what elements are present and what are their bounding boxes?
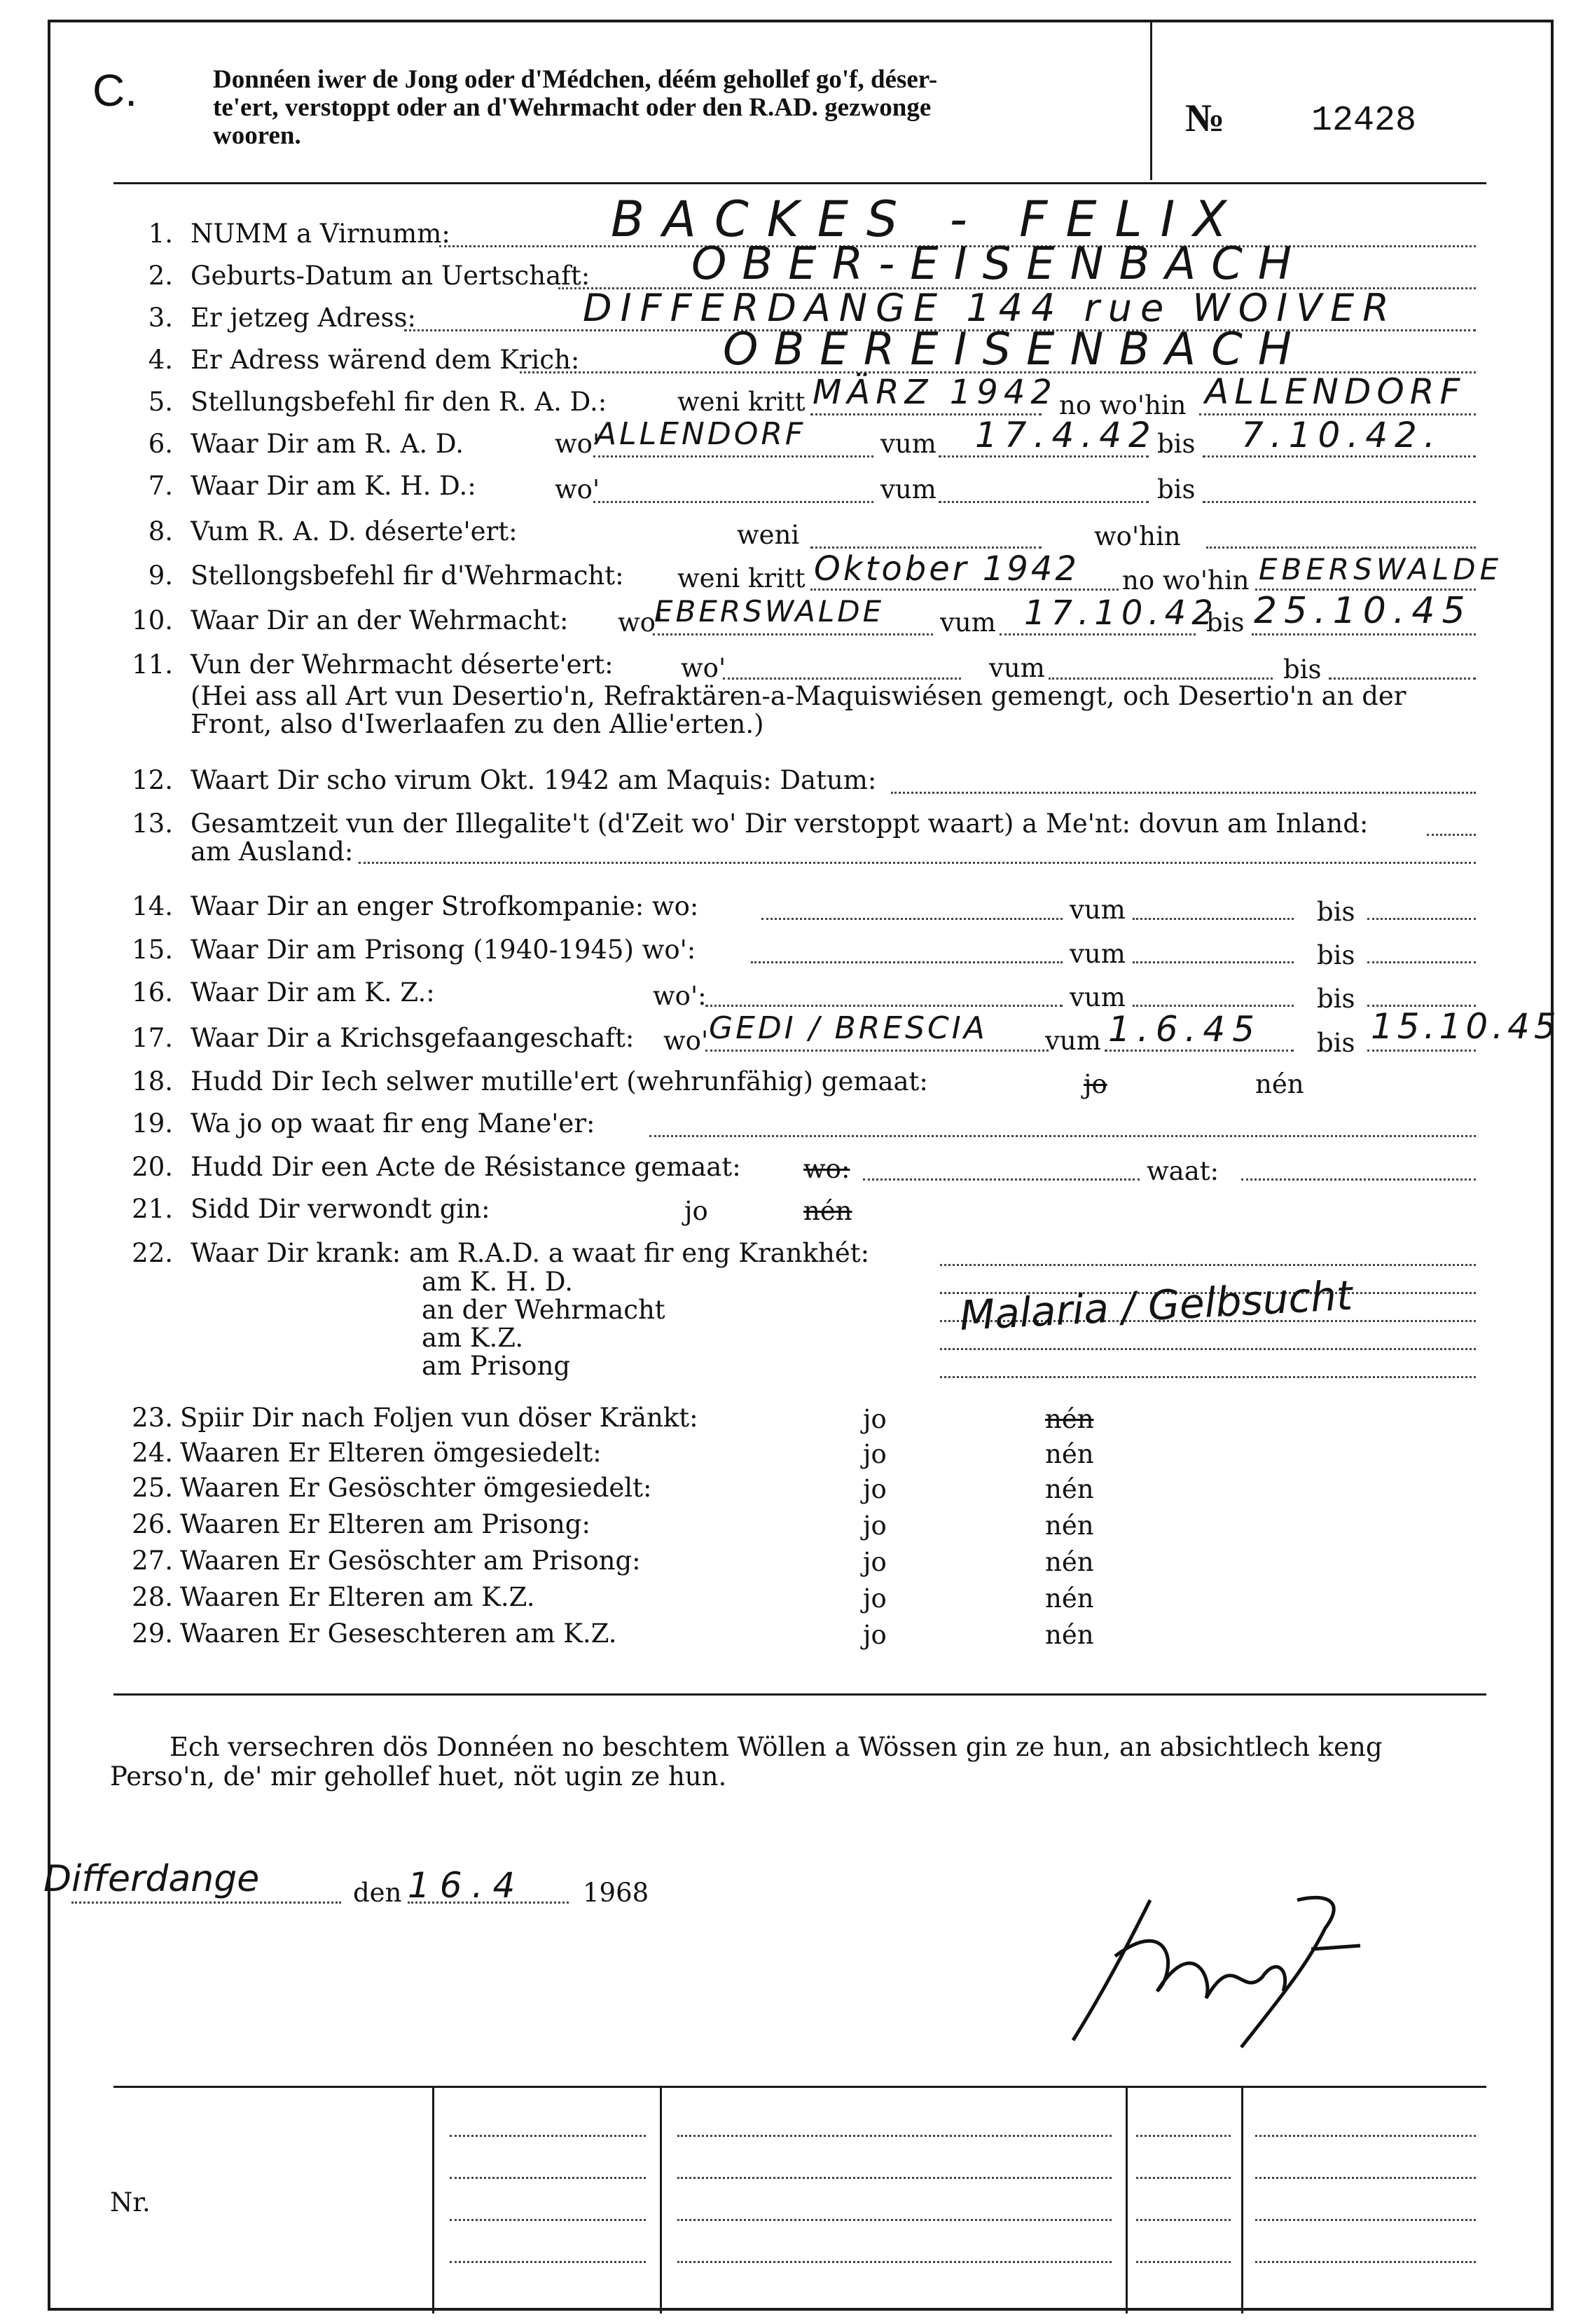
ill-sub-kz: am K.Z. bbox=[422, 1323, 524, 1353]
declaration-line-2: Perso'n, de' mir gehollef huet, nöt ugin ze hun. bbox=[110, 1761, 727, 1792]
input-line bbox=[450, 2135, 646, 2137]
field-label: Waar Dir an der Wehrmacht: bbox=[191, 605, 569, 635]
footer-col-divider bbox=[1241, 2086, 1243, 2313]
signature-date: 16.4 bbox=[408, 1865, 525, 1906]
field-label-2: am Ausland: bbox=[191, 837, 354, 867]
input-line bbox=[450, 2261, 646, 2263]
input-line bbox=[359, 862, 1476, 864]
field-num: 27. bbox=[132, 1546, 173, 1576]
field-label: Waar Dir an enger Strofkompanie: wo: bbox=[191, 891, 699, 921]
wm-place-value: EBERSWALDE bbox=[654, 594, 885, 628]
input-line bbox=[1427, 834, 1476, 836]
field-num: 28. bbox=[132, 1582, 173, 1612]
vum-label: vum bbox=[989, 653, 1045, 683]
input-line bbox=[1252, 633, 1476, 635]
field-label: Waar Dir am K. H. D.: bbox=[191, 471, 476, 501]
input-line bbox=[1203, 455, 1476, 458]
wo-label: wo' bbox=[663, 1026, 709, 1056]
input-line bbox=[939, 455, 1149, 458]
field-label: Gesamtzeit vun der Illegalite't (d'Zeit wo' Dir verstoppt waart) a Me'nt: dovun am Inland: bbox=[191, 809, 1369, 839]
field-label: Waar Dir am K. Z.: bbox=[191, 977, 435, 1008]
input-line bbox=[1049, 678, 1273, 680]
bis-label: bis bbox=[1206, 607, 1245, 638]
bis-label: bis bbox=[1283, 654, 1322, 685]
nen-option: nén bbox=[1045, 1511, 1094, 1541]
input-line bbox=[1136, 2261, 1231, 2263]
field-label: Waaren Er Elteren am K.Z. bbox=[180, 1582, 535, 1612]
bis-label: bis bbox=[1317, 984, 1355, 1014]
input-line bbox=[653, 633, 933, 635]
number-label: № bbox=[1185, 97, 1225, 140]
rad-dest-value: ALLENDORF bbox=[1205, 371, 1466, 412]
jo-option: jo bbox=[863, 1474, 887, 1504]
jo-option: jo bbox=[1084, 1069, 1107, 1099]
address-value: DIFFERDANGE 144 rue WOIVER bbox=[583, 286, 1397, 330]
field-label: Hudd Dir Iech selwer mutille'ert (wehrunfähig) gemaat: bbox=[191, 1066, 928, 1096]
wohin-label: no wo'hin bbox=[1059, 390, 1187, 420]
field-label: Spiir Dir nach Foljen vun döser Kränkt: bbox=[180, 1403, 698, 1433]
input-line bbox=[1206, 546, 1476, 549]
footer-rule bbox=[113, 2086, 1486, 2088]
footer-col-divider bbox=[660, 2086, 662, 2313]
field-num: 3. bbox=[148, 303, 173, 333]
illness-value: Malaria / Gelbsucht bbox=[958, 1271, 1354, 1340]
jo-option: jo bbox=[863, 1547, 887, 1577]
field-num: 21. bbox=[132, 1194, 173, 1224]
field-label: Waaren Er Gesöschter ömgesiedelt: bbox=[180, 1473, 652, 1503]
wm-date-value: Oktober 1942 bbox=[814, 549, 1079, 589]
field-label: NUMM a Virnumm: bbox=[191, 219, 450, 249]
header-title-line-2: te'ert, verstoppt oder an d'Wehrmacht oder den R.AD. gezwonge bbox=[213, 93, 932, 122]
vum-label: vum bbox=[880, 429, 936, 459]
field-num: 23. bbox=[132, 1403, 173, 1433]
vum-label: vum bbox=[1045, 1026, 1101, 1056]
rad-place-value: ALLENDORF bbox=[595, 416, 806, 452]
bis-label: bis bbox=[1317, 897, 1355, 927]
input-line bbox=[1133, 961, 1294, 963]
pow-to-value: 15.10.45 bbox=[1371, 1006, 1561, 1047]
input-line bbox=[1241, 1178, 1476, 1181]
input-line bbox=[1136, 2135, 1231, 2137]
weni-label: weni bbox=[737, 520, 800, 550]
wm-from-value: 17.10.42 bbox=[1024, 593, 1219, 633]
field-num: 8. bbox=[148, 516, 173, 546]
field-label: Waaren Er Geseschteren am K.Z. bbox=[180, 1618, 617, 1649]
footer-col-divider bbox=[1126, 2086, 1128, 2313]
input-line bbox=[761, 918, 1063, 920]
bis-label: bis bbox=[1157, 474, 1196, 504]
input-line bbox=[649, 1135, 1476, 1137]
field-label: Waaren Er Elteren am Prisong: bbox=[180, 1509, 590, 1539]
birth-value: OBER-EISENBACH bbox=[691, 238, 1308, 290]
field-num: 13. bbox=[132, 809, 173, 839]
nen-option: nén bbox=[803, 1196, 852, 1226]
name-value: BACKES - FELIX bbox=[611, 191, 1245, 248]
input-line bbox=[450, 2177, 646, 2179]
field-num: 6. bbox=[148, 429, 173, 459]
input-line bbox=[751, 961, 1063, 963]
field-label: Geburts-Datum an Uertschaft: bbox=[191, 261, 590, 291]
input-line bbox=[940, 1348, 1476, 1350]
input-line bbox=[1133, 1005, 1294, 1007]
input-line bbox=[1105, 1050, 1294, 1052]
nen-option: nén bbox=[1045, 1474, 1094, 1504]
header-divider bbox=[1150, 22, 1152, 180]
field-label: Vun der Wehrmacht déserte'ert: bbox=[191, 649, 614, 680]
form-page bbox=[43, 20, 1561, 2311]
field-num: 14. bbox=[132, 891, 173, 921]
field-label: Er jetzeg Adress: bbox=[191, 303, 416, 333]
input-line bbox=[891, 792, 1476, 794]
jo-option: jo bbox=[863, 1404, 887, 1434]
bis-label: bis bbox=[1317, 940, 1355, 970]
field-num: 10. bbox=[132, 605, 173, 635]
vum-label: vum bbox=[1070, 895, 1126, 925]
input-line bbox=[677, 2219, 1112, 2221]
war-address-value: OBEREISENBACH bbox=[723, 324, 1307, 376]
field-num: 2. bbox=[148, 261, 173, 291]
input-line bbox=[863, 1178, 1140, 1181]
vum-label: vum bbox=[1070, 982, 1126, 1012]
jo-option: jo bbox=[863, 1620, 887, 1650]
input-line bbox=[940, 1264, 1476, 1266]
jo-option: jo bbox=[863, 1439, 887, 1469]
input-line bbox=[810, 546, 1042, 549]
input-line bbox=[1255, 2261, 1476, 2263]
input-line bbox=[593, 455, 873, 458]
section-letter: C. bbox=[92, 65, 137, 116]
field-num: 4. bbox=[148, 345, 173, 375]
field-label: Waaren Er Gesöschter am Prisong: bbox=[180, 1546, 641, 1576]
input-line bbox=[408, 1902, 569, 1904]
field-num: 16. bbox=[132, 977, 173, 1008]
input-line bbox=[677, 2177, 1112, 2179]
nen-option: nén bbox=[1045, 1620, 1094, 1650]
field-label: Waar Dir krank: am R.A.D. a waat fir eng Krankhét: bbox=[191, 1238, 870, 1268]
field-label: Stellungsbefehl fir den R. A. D.: bbox=[191, 387, 607, 417]
field-num: 17. bbox=[132, 1023, 173, 1053]
input-line bbox=[939, 501, 1149, 503]
input-line bbox=[1136, 2219, 1231, 2221]
input-line bbox=[705, 1005, 1063, 1007]
field-num: 7. bbox=[148, 471, 173, 501]
field-label: Stellongsbefehl fir d'Wehrmacht: bbox=[191, 561, 624, 591]
input-line bbox=[71, 1902, 341, 1904]
input-line bbox=[1367, 961, 1476, 963]
field-label: Hudd Dir een Acte de Résistance gemaat: bbox=[191, 1152, 741, 1182]
nen-option: nén bbox=[1045, 1547, 1094, 1577]
field-num: 22. bbox=[132, 1238, 173, 1268]
field-label: Er Adress wärend dem Krich: bbox=[191, 345, 580, 375]
field-num: 5. bbox=[148, 387, 173, 417]
section-rule bbox=[113, 1693, 1486, 1696]
field-num: 11. bbox=[132, 649, 173, 680]
wo-label: wo' bbox=[555, 474, 600, 504]
bis-label: bis bbox=[1157, 429, 1196, 459]
jo-option: jo bbox=[684, 1196, 708, 1226]
field-num: 19. bbox=[132, 1108, 173, 1139]
ill-sub-wehrmacht: an der Wehrmacht bbox=[422, 1295, 665, 1325]
nen-option: nén bbox=[1255, 1069, 1304, 1099]
field-num: 25. bbox=[132, 1473, 173, 1503]
nen-option: nén bbox=[1045, 1439, 1094, 1469]
input-line bbox=[1255, 2177, 1476, 2179]
field-num: 12. bbox=[132, 765, 173, 795]
field-label: Waar Dir am Prisong (1940-1945) wo': bbox=[191, 935, 696, 965]
field-num: 26. bbox=[132, 1509, 173, 1539]
wo-label: wo' bbox=[555, 429, 600, 459]
field-label: Vum R. A. D. déserte'ert: bbox=[191, 516, 518, 546]
field-num: 18. bbox=[132, 1066, 173, 1096]
nen-option: nén bbox=[1045, 1404, 1094, 1434]
field-num: 24. bbox=[132, 1438, 173, 1468]
header-rule bbox=[113, 182, 1486, 184]
input-line bbox=[1000, 633, 1196, 635]
field-num: 9. bbox=[148, 561, 173, 591]
nr-label: Nr. bbox=[110, 2187, 151, 2218]
input-line bbox=[940, 1376, 1476, 1378]
jo-option: jo bbox=[863, 1583, 887, 1614]
input-line bbox=[677, 2261, 1112, 2263]
field-label: Waart Dir scho virum Okt. 1942 am Maquis: Datum: bbox=[191, 765, 877, 795]
wo-label: wo' bbox=[681, 653, 726, 683]
desertion-note-2: Front, also d'Iwerlaafen zu den Allie'erten.) bbox=[191, 709, 764, 739]
vum-label: vum bbox=[940, 607, 996, 638]
ill-sub-khd: am K. H. D. bbox=[422, 1267, 573, 1297]
signature-scribble bbox=[1031, 1872, 1395, 2054]
signature-year: 1968 bbox=[583, 1878, 649, 1908]
input-line bbox=[723, 678, 961, 680]
weni-label: weni kritt bbox=[677, 387, 806, 417]
field-num: 1. bbox=[148, 219, 173, 249]
nen-option: nén bbox=[1045, 1583, 1094, 1614]
jo-option: jo bbox=[863, 1511, 887, 1541]
field-label: Sidd Dir verwondt gin: bbox=[191, 1194, 490, 1224]
wm-dest-value: EBERSWALDE bbox=[1259, 552, 1503, 586]
form-number: 12428 bbox=[1311, 101, 1417, 141]
bis-label: bis bbox=[1317, 1028, 1355, 1058]
footer-col-divider bbox=[432, 2086, 434, 2313]
ill-sub-prisong: am Prisong bbox=[422, 1351, 571, 1381]
wo-label: wo' bbox=[618, 607, 663, 638]
pow-from-value: 1.6.45 bbox=[1108, 1009, 1262, 1050]
waat-label: waat: bbox=[1147, 1156, 1219, 1186]
wo-label: wo: bbox=[803, 1154, 850, 1184]
vum-label: vum bbox=[1070, 939, 1126, 969]
input-line bbox=[705, 1050, 1049, 1052]
rad-date-value: MÄRZ 1942 bbox=[813, 373, 1058, 412]
field-num: 29. bbox=[132, 1618, 173, 1649]
rad-to-value: 7.10.42. bbox=[1241, 415, 1442, 455]
field-label: Waar Dir a Krichsgefaangeschaft: bbox=[191, 1023, 635, 1053]
input-line bbox=[1136, 2177, 1231, 2179]
wohin-label: wo'hin bbox=[1094, 521, 1181, 551]
signature-place: Differdange bbox=[43, 1858, 260, 1900]
input-line bbox=[1255, 2135, 1476, 2137]
header-title-line-1: Donnéen iwer de Jong oder d'Médchen, déém gehollef go'f, déser- bbox=[213, 65, 938, 94]
den-label: den bbox=[353, 1878, 402, 1908]
input-line bbox=[677, 2135, 1112, 2137]
field-label: Waaren Er Elteren ömgesiedelt: bbox=[180, 1438, 602, 1468]
wo-label: wo': bbox=[653, 981, 707, 1011]
input-line bbox=[810, 589, 1119, 591]
input-line bbox=[1329, 678, 1476, 680]
field-label: Waar Dir am R. A. D. bbox=[191, 429, 464, 459]
wm-to-value: 25.10.45 bbox=[1254, 590, 1472, 632]
vum-label: vum bbox=[880, 474, 936, 504]
input-line bbox=[450, 2219, 646, 2221]
header-title-line-3: wooren. bbox=[213, 121, 301, 150]
declaration-line-1: Ech versechren dös Donnéen no beschtem Wöllen a Wössen gin ze hun, an absichtlech keng bbox=[170, 1732, 1383, 1762]
pow-place-value: GEDI / BRESCIA bbox=[709, 1010, 988, 1046]
rad-from-value: 17.4.42 bbox=[975, 415, 1158, 455]
field-num: 20. bbox=[132, 1152, 173, 1182]
input-line bbox=[1367, 918, 1476, 920]
field-num: 15. bbox=[132, 935, 173, 965]
wohin-label: no wo'hin bbox=[1122, 565, 1250, 596]
input-line bbox=[1367, 1050, 1476, 1052]
weni-label: weni kritt bbox=[677, 563, 806, 593]
input-line bbox=[1203, 501, 1476, 503]
desertion-note-1: (Hei ass all Art vun Desertio'n, Refraktären-a-Maquiswiésen gemengt, och Desertio'n an der bbox=[191, 681, 1406, 711]
input-line bbox=[1133, 918, 1294, 920]
input-line bbox=[1255, 2219, 1476, 2221]
input-line bbox=[593, 501, 873, 503]
field-label: Wa jo op waat fir eng Mane'er: bbox=[191, 1108, 595, 1139]
